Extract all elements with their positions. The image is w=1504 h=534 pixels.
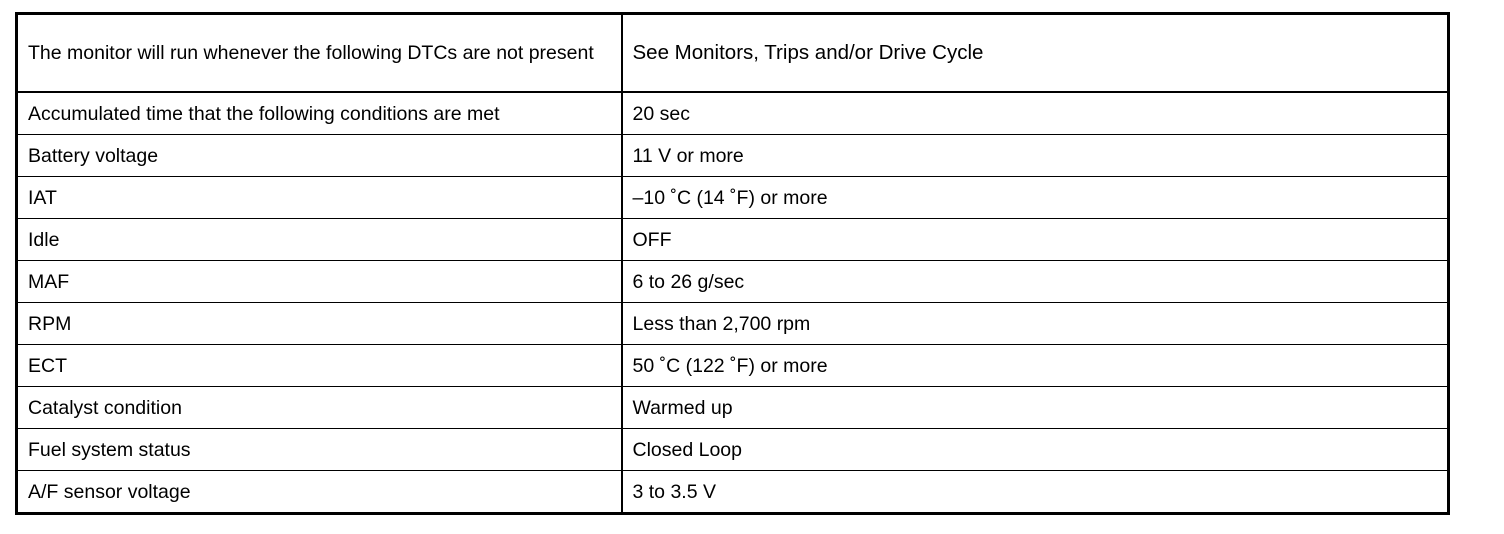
table-row <box>17 471 1449 514</box>
condition-cell: Catalyst condition <box>17 387 622 429</box>
table-row <box>17 387 1449 429</box>
table-row <box>17 92 1449 135</box>
condition-cell: ECT <box>17 345 622 387</box>
monitor-conditions-table <box>15 12 1450 515</box>
value-cell: 6 to 26 g/sec <box>622 261 1449 303</box>
condition-cell: MAF <box>17 261 622 303</box>
table-row <box>17 345 1449 387</box>
condition-cell: The monitor will run whenever the following DTCs are not present <box>17 14 622 93</box>
table-row <box>17 14 1449 93</box>
value-cell: 50 ˚C (122 ˚F) or more <box>622 345 1449 387</box>
value-cell: Less than 2,700 rpm <box>622 303 1449 345</box>
condition-cell: Idle <box>17 219 622 261</box>
condition-cell: Fuel system status <box>17 429 622 471</box>
table-row <box>17 303 1449 345</box>
value-cell: OFF <box>622 219 1449 261</box>
value-cell: See Monitors, Trips and/or Drive Cycle <box>622 14 1449 93</box>
condition-cell: Accumulated time that the following conditions are met <box>17 92 622 135</box>
table-row <box>17 219 1449 261</box>
table-row <box>17 135 1449 177</box>
value-cell: 20 sec <box>622 92 1449 135</box>
value-cell: Warmed up <box>622 387 1449 429</box>
condition-cell: Battery voltage <box>17 135 622 177</box>
condition-cell: RPM <box>17 303 622 345</box>
value-cell: 3 to 3.5 V <box>622 471 1449 514</box>
table-row <box>17 429 1449 471</box>
value-cell: Closed Loop <box>622 429 1449 471</box>
condition-cell: A/F sensor voltage <box>17 471 622 514</box>
condition-cell: IAT <box>17 177 622 219</box>
value-cell: –10 ˚C (14 ˚F) or more <box>622 177 1449 219</box>
table-row <box>17 261 1449 303</box>
table-row <box>17 177 1449 219</box>
value-cell: 11 V or more <box>622 135 1449 177</box>
